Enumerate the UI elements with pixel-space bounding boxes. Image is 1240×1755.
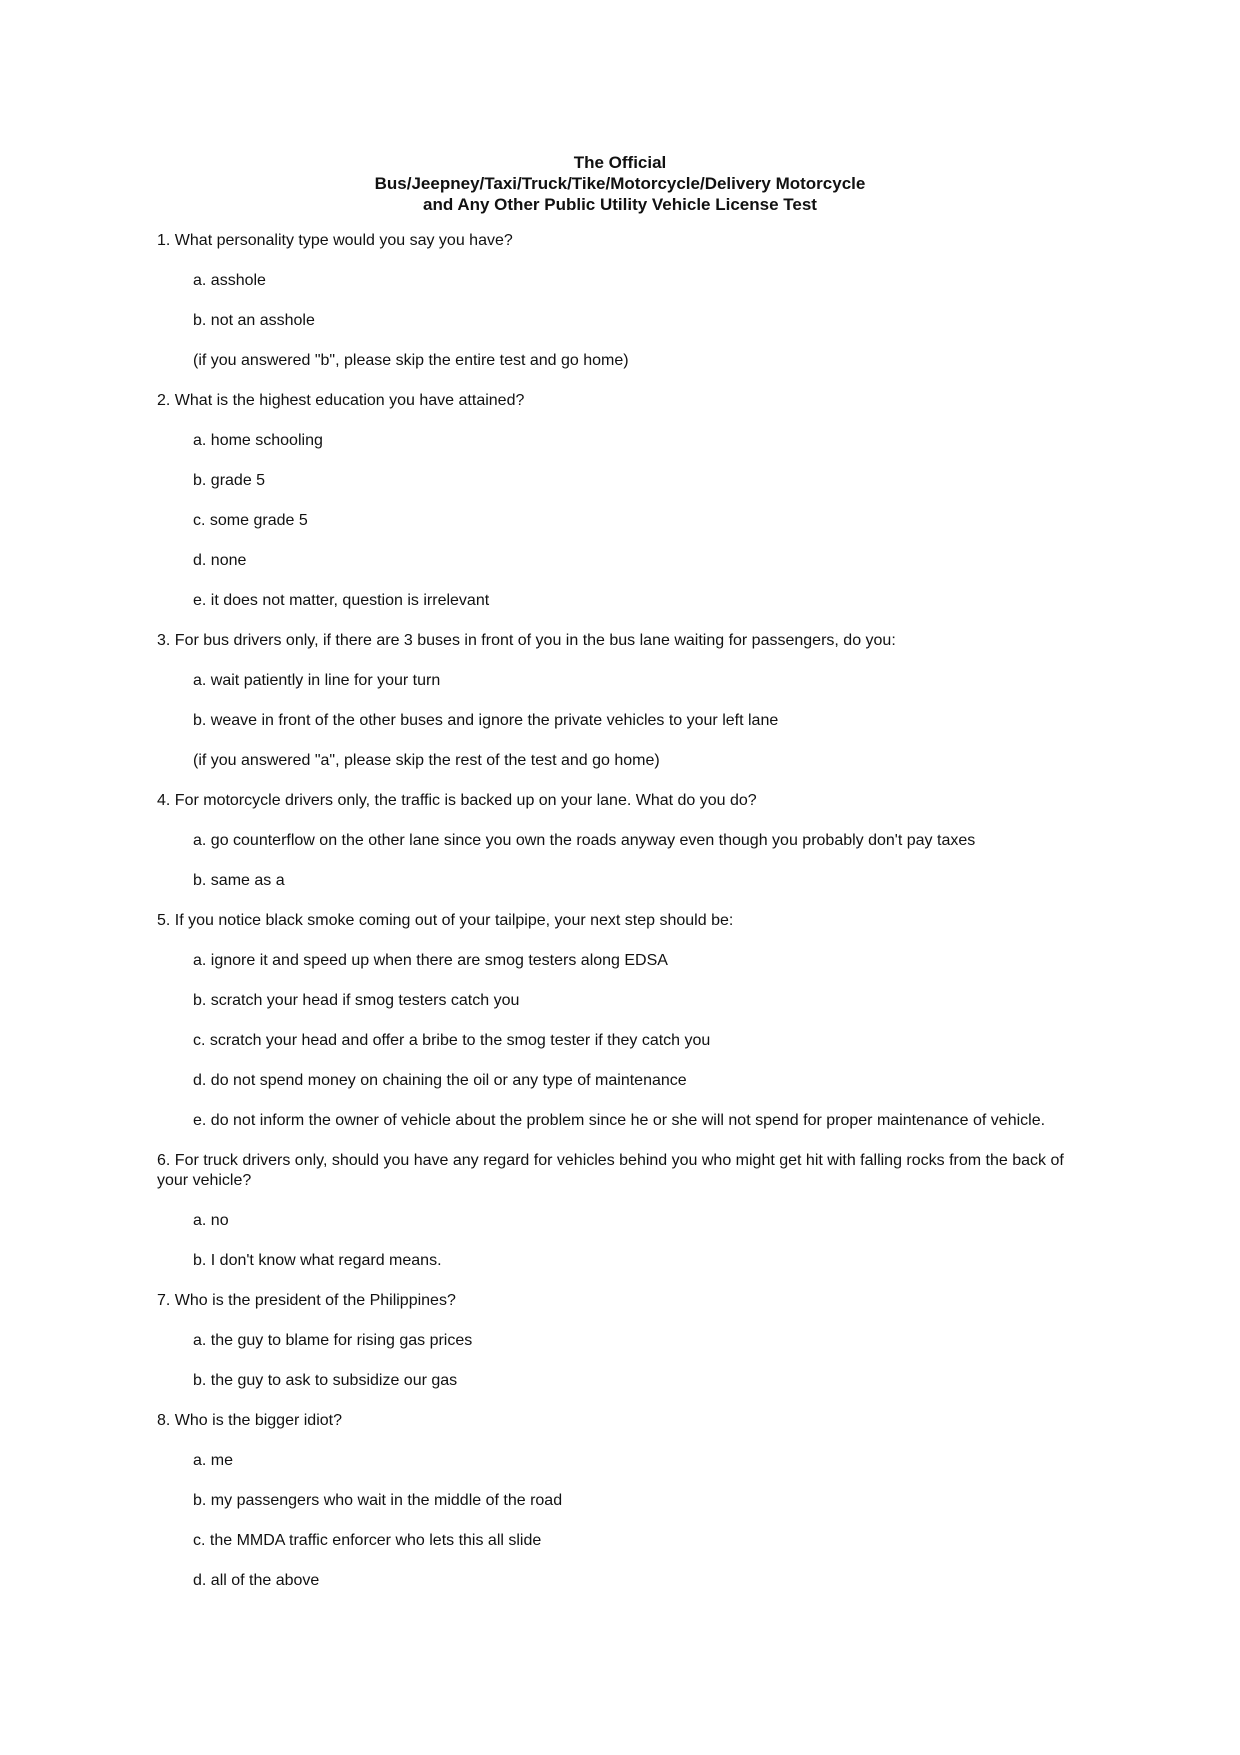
answer-option: c. the MMDA traffic enforcer who lets this all slide <box>193 1532 542 1549</box>
answer-option: a. no <box>193 1212 229 1229</box>
answer-option: b. scratch your head if smog testers catch you <box>193 992 520 1009</box>
answer-option: a. the guy to blame for rising gas prices <box>193 1332 473 1349</box>
question-text: 7. Who is the president of the Philippines? <box>157 1292 456 1309</box>
question-note: (if you answered "b", please skip the entire test and go home) <box>193 352 629 369</box>
question-text: 8. Who is the bigger idiot? <box>157 1412 342 1429</box>
answer-option: e. it does not matter, question is irrelevant <box>193 592 490 609</box>
question-text: 6. For truck drivers only, should you have any regard for vehicles behind you who might get hit with falling rocks from the back of your vehicle? <box>157 1152 1064 1189</box>
question-2 <box>157 391 1087 611</box>
question-text: 5. If you notice black smoke coming out of your tailpipe, your next step should be: <box>157 912 734 929</box>
answer-option: a. go counterflow on the other lane since you own the roads anyway even though you probably don't pay taxes <box>193 832 976 849</box>
answer-option: b. not an asshole <box>193 312 315 329</box>
question-text: 3. For bus drivers only, if there are 3 buses in front of you in the bus lane waiting for passengers, do you: <box>157 632 896 649</box>
answer-option: c. some grade 5 <box>193 512 308 529</box>
answer-option: a. home schooling <box>193 432 323 449</box>
title-line-3: and Any Other Public Utility Vehicle License Test <box>423 195 817 214</box>
answer-option: a. wait patiently in line for your turn <box>193 672 441 689</box>
question-text: 1. What personality type would you say you have? <box>157 232 513 249</box>
answer-option: a. me <box>193 1452 234 1469</box>
question-text: 2. What is the highest education you have attained? <box>157 392 525 409</box>
question-5 <box>157 911 1087 1131</box>
answer-option: d. do not spend money on chaining the oil or any type of maintenance <box>193 1072 687 1089</box>
answer-option: a. ignore it and speed up when there are smog testers along EDSA <box>193 952 668 969</box>
question-4 <box>157 791 1087 891</box>
question-1 <box>157 231 1087 371</box>
question-text: 4. For motorcycle drivers only, the traffic is backed up on your lane. What do you do? <box>157 792 757 809</box>
answer-option: d. all of the above <box>193 1572 320 1589</box>
question-7 <box>157 1291 1087 1391</box>
answer-option: b. weave in front of the other buses and ignore the private vehicles to your left lane <box>193 712 779 729</box>
question-8 <box>157 1411 1087 1591</box>
answer-option: c. scratch your head and offer a bribe to the smog tester if they catch you <box>193 1032 711 1049</box>
answer-option: b. grade 5 <box>193 472 266 489</box>
answer-option: b. the guy to ask to subsidize our gas <box>193 1372 458 1389</box>
question-3 <box>157 631 1087 771</box>
question-list <box>157 231 1087 1611</box>
answer-option: e. do not inform the owner of vehicle about the problem since he or she will not spend for proper maintenance of vehicle. <box>193 1112 1046 1129</box>
question-6 <box>157 1151 1087 1271</box>
answer-option: b. my passengers who wait in the middle of the road <box>193 1492 563 1509</box>
answer-option: a. asshole <box>193 272 266 289</box>
question-note: (if you answered "a", please skip the rest of the test and go home) <box>193 752 660 769</box>
document-title <box>0 152 1240 215</box>
answer-option: b. same as a <box>193 872 285 889</box>
title-line-2: Bus/Jeepney/Taxi/Truck/Tike/Motorcycle/Delivery Motorcycle <box>374 174 866 193</box>
answer-option: b. I don't know what regard means. <box>193 1252 442 1269</box>
title-line-1: The Official <box>573 153 667 172</box>
answer-option: d. none <box>193 552 247 569</box>
